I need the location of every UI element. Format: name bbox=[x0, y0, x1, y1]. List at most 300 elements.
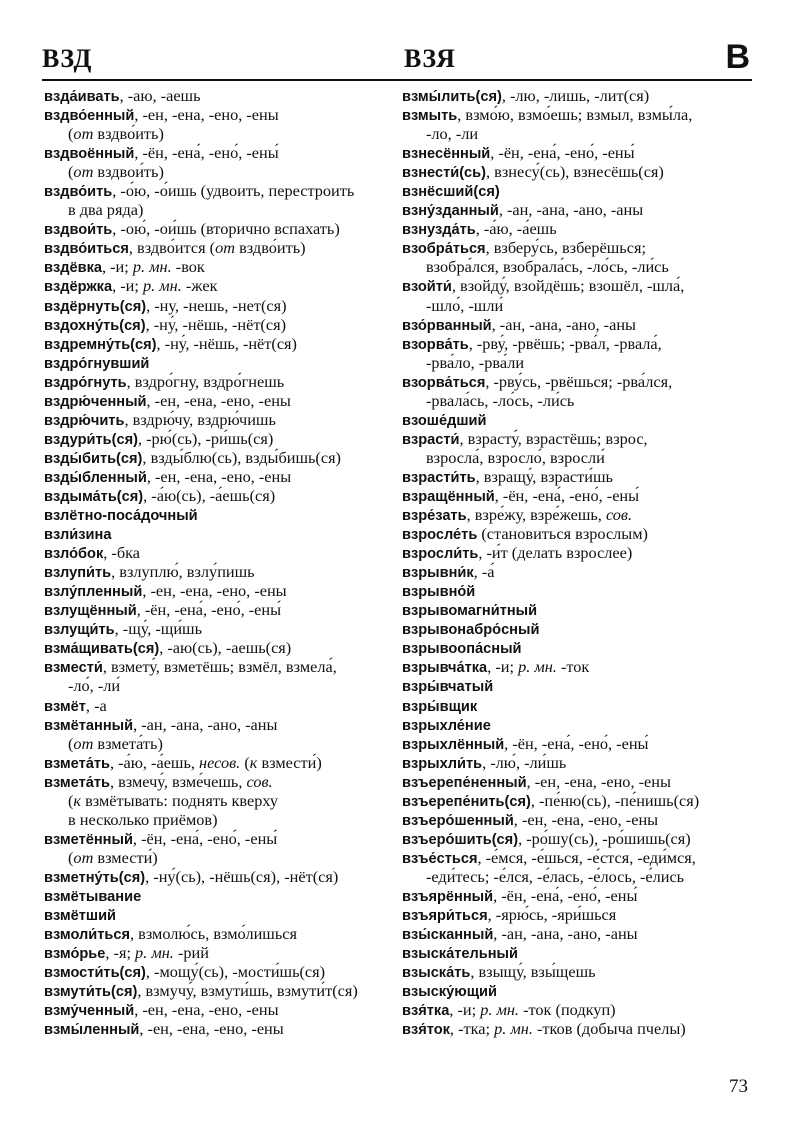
entry-text: , вздро́гну, вздро́гнешь bbox=[126, 371, 285, 391]
right-guide-word: ВЗЯ bbox=[404, 44, 456, 73]
dictionary-line bbox=[44, 924, 394, 943]
headword: взращённый bbox=[402, 488, 495, 505]
entry-text: , -а́ bbox=[473, 562, 495, 582]
entry-text: , -ярю́сь, -яри́шься bbox=[487, 905, 617, 925]
entry-text: -ток (подкуп) bbox=[519, 1000, 616, 1020]
dictionary-line bbox=[402, 410, 758, 429]
dictionary-line bbox=[402, 296, 758, 315]
dictionary-line bbox=[402, 105, 758, 124]
headword: вздро́гнувший bbox=[44, 355, 150, 372]
headword: взмо́рье bbox=[44, 946, 106, 963]
entry-text: , -а́ю(сь), -а́ешь(ся) bbox=[143, 485, 276, 505]
headword: взлу́пленный bbox=[44, 584, 143, 601]
entry-text: , взмучу́, взмути́шь, взмути́т(ся) bbox=[137, 981, 358, 1001]
grammar-note: р. мн. bbox=[480, 1000, 520, 1020]
headword: взму́ченный bbox=[44, 1003, 135, 1020]
headword: взмости́ть(ся) bbox=[44, 965, 146, 982]
headword: вздёрнуть(ся) bbox=[44, 298, 147, 315]
headword: вздво́енный bbox=[44, 108, 135, 125]
dictionary-line bbox=[402, 372, 758, 391]
headword: взмы́лить(ся) bbox=[402, 89, 502, 105]
entry-text: , -ен, -ена, -ено, -ены bbox=[526, 771, 671, 791]
dictionary-line bbox=[402, 753, 758, 772]
headword: взрасти́ть bbox=[402, 469, 476, 486]
headword: взну́зданный bbox=[402, 203, 499, 220]
entry-text: , взмечу́, взме́чешь, bbox=[109, 771, 247, 791]
entry-text: вздво́ить) bbox=[93, 124, 164, 144]
entry-text: , -рву́сь, -рвёшься; -рва́лся, bbox=[485, 371, 673, 391]
dictionary-line bbox=[44, 715, 394, 734]
dictionary-line bbox=[402, 257, 758, 276]
dictionary-line bbox=[402, 1000, 758, 1019]
entry-text: -шло́, -шли́ bbox=[426, 295, 504, 315]
dictionary-line bbox=[402, 448, 758, 467]
entry-text: взмести́) bbox=[257, 752, 322, 772]
headword: взъерепе́ненный bbox=[402, 774, 527, 791]
dictionary-line bbox=[44, 86, 394, 105]
headword: взметну́ть(ся) bbox=[44, 869, 146, 886]
grammar-note: несов. bbox=[199, 752, 241, 772]
headword: взнузда́ть bbox=[402, 222, 476, 239]
headword: взъеро́шенный bbox=[402, 812, 514, 829]
dictionary-line bbox=[402, 581, 758, 600]
entry-text: , -ою́, -ои́шь (вторично вспахать) bbox=[112, 219, 340, 239]
entry-text: -тков (добыча пчелы) bbox=[532, 1019, 686, 1039]
headword: вздёржка bbox=[44, 279, 113, 296]
left-guide-word: ВЗД bbox=[42, 44, 93, 73]
headword: взрыхле́ние bbox=[402, 717, 491, 734]
dictionary-line bbox=[44, 219, 394, 238]
entry-text: , -ну, -нешь, -нет(ся) bbox=[146, 295, 287, 315]
dictionary-line bbox=[44, 543, 394, 562]
dictionary-line bbox=[402, 86, 758, 105]
entry-text: -жек bbox=[181, 276, 218, 296]
dictionary-line bbox=[44, 486, 394, 505]
dictionary-line bbox=[402, 600, 758, 619]
entry-text: , -о́ю, -о́ишь (удвоить, перестроить bbox=[112, 181, 355, 201]
headword: взмути́ть(ся) bbox=[44, 984, 138, 1001]
headword: вздохну́ть(ся) bbox=[44, 317, 146, 334]
entry-text: , -и; bbox=[449, 1000, 481, 1020]
dictionary-line bbox=[44, 886, 394, 905]
entry-text: , -ан, -ана, -ано, -аны bbox=[498, 200, 644, 220]
headword: вздро́гнуть bbox=[44, 374, 127, 391]
grammar-note: р. мн. bbox=[518, 657, 557, 677]
entry-text: , -ан, -ана, -ано, -аны bbox=[133, 714, 278, 734]
headword: вздрю́чить bbox=[44, 412, 125, 429]
entry-text: , -я; bbox=[105, 943, 136, 963]
dictionary-line bbox=[44, 943, 394, 962]
dictionary-line bbox=[402, 943, 758, 962]
headword: взмёт bbox=[44, 698, 86, 715]
dictionary-line bbox=[402, 829, 758, 848]
headword: взрывоопа́сный bbox=[402, 641, 522, 658]
entry-text: , -и; bbox=[112, 276, 143, 296]
headword: взре́зать bbox=[402, 508, 467, 525]
dictionary-line bbox=[402, 467, 758, 486]
dictionary-line bbox=[402, 734, 758, 753]
dictionary-line bbox=[402, 715, 758, 734]
dictionary-line bbox=[44, 962, 394, 981]
entry-text: , взды́блю(сь), взды́бишь(ся) bbox=[142, 447, 341, 467]
dictionary-line bbox=[44, 657, 394, 676]
headword: взлётно-поса́дочный bbox=[44, 508, 198, 525]
dictionary-line bbox=[402, 638, 758, 657]
headword: взрывомагни́тный bbox=[402, 603, 538, 620]
entry-text: , -ён, -ена́, -ено́, -ены́ bbox=[504, 733, 649, 753]
dictionary-line bbox=[402, 486, 758, 505]
entry-text: , -бка bbox=[103, 543, 141, 563]
entry-text: , -ён, -ена́, -ено́, -ены́ bbox=[136, 600, 282, 620]
entry-text: вздвои́ть) bbox=[93, 162, 164, 182]
entry-text: -вок bbox=[171, 257, 205, 277]
dictionary-line bbox=[44, 372, 394, 391]
headword: вздвои́ть bbox=[44, 222, 113, 239]
headword: взрывонабро́сный bbox=[402, 622, 540, 639]
dictionary-line bbox=[402, 124, 758, 143]
headword: взорва́ть bbox=[402, 336, 469, 353]
entry-text: , -ен, -ена, -ено, -ены bbox=[513, 809, 659, 829]
headword: взмётший bbox=[44, 908, 117, 925]
dictionary-line bbox=[402, 791, 758, 810]
dictionary-line bbox=[44, 143, 394, 162]
entry-text: взобра́лся, взобрала́сь, -ло́сь, -ли́сь bbox=[426, 257, 669, 277]
headword: взрывча́тка bbox=[402, 660, 488, 677]
entry-text: , -ен, -ена, -ено, -ены bbox=[146, 466, 292, 486]
headword: взойти́ bbox=[402, 279, 452, 296]
headword: взмета́ть bbox=[44, 755, 110, 772]
dictionary-line bbox=[402, 181, 758, 200]
headword: взмета́ть bbox=[44, 774, 110, 791]
dictionary-line bbox=[44, 981, 394, 1000]
headword: взрыхлённый bbox=[402, 736, 505, 753]
dictionary-line bbox=[402, 1019, 758, 1038]
entry-text: , -ен, -ена, -ено, -ены bbox=[134, 1000, 279, 1020]
entry-text: , -и́т (делать взрослее) bbox=[478, 543, 633, 563]
headword: взя́тка bbox=[402, 1003, 450, 1020]
entry-text: , взлуплю́, взлу́пишь bbox=[111, 562, 255, 582]
entry-text: вздво́ить) bbox=[235, 238, 306, 258]
headword: вздво́ить bbox=[44, 184, 113, 201]
headword: вздури́ть(ся) bbox=[44, 431, 138, 448]
entry-text: ( bbox=[68, 733, 74, 753]
headword: вздёвка bbox=[44, 260, 102, 277]
dictionary-line bbox=[44, 276, 394, 295]
dictionary-line bbox=[402, 219, 758, 238]
dictionary-line bbox=[44, 1019, 394, 1038]
entry-text: в два ряда) bbox=[68, 200, 144, 220]
dictionary-line bbox=[44, 753, 394, 772]
entry-text: взмести́) bbox=[93, 847, 158, 867]
entry-text: , -е́мся, -е́шься, -е́стся, -еди́мся, bbox=[477, 847, 696, 867]
grammar-note: от bbox=[73, 162, 94, 182]
entry-text: ( bbox=[68, 847, 74, 867]
grammar-note: р. мн. bbox=[142, 276, 182, 296]
entry-text: , -ён, -ена́, -ено́, -ены́ bbox=[494, 485, 640, 505]
entry-text: ( bbox=[68, 162, 74, 182]
grammar-note: р. мн. bbox=[135, 943, 174, 963]
dictionary-line bbox=[44, 296, 394, 315]
dictionary-line bbox=[402, 334, 758, 353]
entry-text: , взнесу́(сь), взнесёшь(ся) bbox=[486, 162, 664, 182]
entry-text: ( bbox=[68, 790, 74, 810]
headword: взды́бить(ся) bbox=[44, 450, 143, 467]
dictionary-line bbox=[44, 1000, 394, 1019]
dictionary-line bbox=[402, 276, 758, 295]
headword: взда́ивать bbox=[44, 89, 120, 105]
dictionary-line bbox=[402, 810, 758, 829]
entry-text: , -ен, -ена, -ено, -ены bbox=[146, 390, 291, 410]
entry-text: ( bbox=[240, 752, 250, 772]
dictionary-line bbox=[44, 334, 394, 353]
grammar-note: сов. bbox=[605, 505, 633, 525]
headword: взросли́ть bbox=[402, 546, 479, 563]
entry-text: , -аю, -аешь bbox=[119, 86, 201, 105]
entry-text: -еди́тесь; -е́лся, -е́лась, -е́лось, -е́лись bbox=[426, 866, 685, 886]
dictionary-line bbox=[402, 905, 758, 924]
dictionary-line bbox=[44, 162, 394, 181]
headword: вздвоённый bbox=[44, 146, 135, 163]
entry-text: , -аю(сь), -аешь(ся) bbox=[159, 638, 292, 658]
entry-text: , -пе́ню(сь), -пе́нишь(ся) bbox=[530, 790, 700, 810]
dictionary-line bbox=[44, 905, 394, 924]
dictionary-line bbox=[44, 467, 394, 486]
headword: взло́бок bbox=[44, 546, 104, 563]
entry-text: , взмету́, взметёшь; взмёл, взмела́, bbox=[102, 657, 337, 677]
entry-text: , -ён, -ена́, -ено́, -ены́ bbox=[490, 143, 635, 163]
dictionary-line bbox=[44, 791, 394, 810]
entry-text: -ло, -ли bbox=[426, 124, 479, 144]
dictionary-line bbox=[402, 676, 758, 695]
headword: взыска́тельный bbox=[402, 946, 518, 963]
entry-text: , -ен, -ена, -ено, -ены bbox=[142, 581, 287, 601]
headword: взли́зина bbox=[44, 527, 112, 544]
dictionary-line bbox=[402, 562, 758, 581]
entry-text: , -ен, -ена, -ено, -ены bbox=[134, 105, 279, 125]
entry-text: -рий bbox=[173, 943, 209, 963]
entry-text: , взре́жу, взре́жешь, bbox=[466, 505, 606, 525]
entry-text: , взыщу́, взы́щешь bbox=[470, 962, 596, 982]
dictionary-line bbox=[402, 315, 758, 334]
entry-text: , -тка; bbox=[449, 1019, 495, 1039]
headword: взъерепе́нить(ся) bbox=[402, 793, 531, 810]
dictionary-line bbox=[402, 505, 758, 524]
dictionary-line bbox=[44, 391, 394, 410]
dictionary-line bbox=[402, 772, 758, 791]
dictionary-line bbox=[402, 200, 758, 219]
headword: взыску́ющий bbox=[402, 984, 497, 1001]
section-letter: В bbox=[725, 38, 750, 76]
dictionary-line bbox=[402, 848, 758, 867]
entry-text: , взойду́, взойдёшь; взошёл, -шла́, bbox=[451, 276, 685, 296]
entry-text: , -рю́(сь), -ри́шь(ся) bbox=[137, 428, 274, 448]
headword: взры́вщик bbox=[402, 698, 478, 715]
entry-text: , -лю́, -ли́шь bbox=[482, 752, 567, 772]
dictionary-line bbox=[44, 676, 394, 695]
entry-text: -рвала́сь, -ло́сь, -ли́сь bbox=[426, 390, 575, 410]
dictionary-line bbox=[44, 353, 394, 372]
entry-text: , -ён, -ена́, -ено́, -ены́ bbox=[132, 828, 278, 848]
dictionary-line bbox=[402, 981, 758, 1000]
headword: взы́сканный bbox=[402, 927, 494, 944]
headword: взросле́ть bbox=[402, 527, 478, 544]
dictionary-line bbox=[402, 162, 758, 181]
headword: взрывни́к bbox=[402, 565, 474, 582]
dictionary-line bbox=[402, 696, 758, 715]
entry-text: , -и; bbox=[487, 657, 519, 677]
headword: взъярённый bbox=[402, 888, 494, 905]
dictionary-line bbox=[402, 353, 758, 372]
headword: взмётанный bbox=[44, 717, 134, 734]
headword: взобра́ться bbox=[402, 241, 486, 258]
grammar-note: р. мн. bbox=[132, 257, 172, 277]
header-rule bbox=[42, 79, 752, 81]
dictionary-line bbox=[44, 696, 394, 715]
left-column bbox=[44, 86, 394, 1038]
headword: взнесённый bbox=[402, 146, 491, 163]
entry-text: , -ну́, -нёшь, -нёт(ся) bbox=[145, 314, 286, 334]
entry-text: , -ну́, -нёшь, -нёт(ся) bbox=[156, 333, 297, 353]
entry-text: , -лю, -лишь, -лит(ся) bbox=[501, 86, 650, 105]
entry-text: , -а́ю, -а́ешь bbox=[475, 219, 557, 239]
headword: взма́щивать(ся) bbox=[44, 641, 160, 658]
headword: вздво́иться bbox=[44, 241, 129, 258]
dictionary-line bbox=[44, 562, 394, 581]
headword: взъяри́ться bbox=[402, 908, 488, 925]
entry-text: , -ен, -ена, -ено, -ены bbox=[139, 1019, 284, 1039]
headword: взмы́ленный bbox=[44, 1022, 140, 1039]
headword: взнёсший(ся) bbox=[402, 184, 500, 201]
headword: взъе́сться bbox=[402, 850, 478, 867]
headword: вздремну́ть(ся) bbox=[44, 336, 157, 353]
headword: вздрю́ченный bbox=[44, 393, 147, 410]
dictionary-line bbox=[44, 105, 394, 124]
entry-text: (становиться взрослым) bbox=[477, 524, 648, 544]
entry-text: , взмолю́сь, взмо́лишься bbox=[130, 924, 297, 944]
entry-text: , -мощу́(сь), -мости́шь(ся) bbox=[145, 962, 326, 982]
grammar-note: р. мн. bbox=[494, 1019, 533, 1039]
entry-text: , -рву́, -рвёшь; -рва́л, -рвала́, bbox=[468, 333, 662, 353]
entry-text: взмета́ть) bbox=[93, 733, 163, 753]
grammar-note: от bbox=[73, 124, 94, 144]
dictionary-line bbox=[44, 181, 394, 200]
dictionary-line bbox=[44, 581, 394, 600]
grammar-note: сов. bbox=[246, 771, 273, 791]
headword: взъеро́шить(ся) bbox=[402, 831, 519, 848]
headword: взрывно́й bbox=[402, 584, 476, 601]
headword: взры́вчатый bbox=[402, 679, 494, 696]
entry-text: , -ан, -ана, -ано, -аны bbox=[493, 924, 638, 944]
entry-text: , -ан, -ана, -ано, -аны bbox=[491, 314, 636, 334]
dictionary-line bbox=[44, 124, 394, 143]
dictionary-line bbox=[402, 962, 758, 981]
entry-text: взросла́, взросло́, взросли́ bbox=[426, 447, 605, 467]
entry-text: -рва́ло, -рва́ли bbox=[426, 352, 525, 372]
dictionary-line bbox=[44, 429, 394, 448]
entry-text: , -ён, -ена́, -ено́, -ены́ bbox=[134, 143, 279, 163]
headword: взмести́ bbox=[44, 660, 103, 677]
entry-text: , взмо́ю, взмо́ешь; взмыл, взмы́ла, bbox=[457, 105, 693, 125]
entry-text: , вздрю́чу, вздрю́чишь bbox=[124, 409, 276, 429]
dictionary-line bbox=[44, 257, 394, 276]
dictionary-line bbox=[44, 867, 394, 886]
dictionary-line bbox=[402, 543, 758, 562]
dictionary-line bbox=[44, 600, 394, 619]
headword: взрыхли́ть bbox=[402, 755, 483, 772]
headword: взо́рванный bbox=[402, 317, 492, 334]
dictionary-line bbox=[402, 886, 758, 905]
entry-text: -ток bbox=[556, 657, 590, 677]
dictionary-line bbox=[44, 505, 394, 524]
entry-text: , -и; bbox=[102, 257, 133, 277]
headword: взыска́ть bbox=[402, 965, 471, 982]
right-column bbox=[402, 86, 758, 1038]
page-number: 73 bbox=[729, 1076, 748, 1097]
dictionary-line bbox=[402, 924, 758, 943]
dictionary-line bbox=[44, 200, 394, 219]
grammar-note: к bbox=[249, 752, 258, 772]
headword: взнести́(сь) bbox=[402, 165, 487, 182]
dictionary-line bbox=[44, 315, 394, 334]
page-header bbox=[42, 38, 752, 78]
dictionary-line bbox=[44, 238, 394, 257]
entry-text: , взрасту́, взрастёшь; взрос, bbox=[459, 428, 648, 448]
headword: взлущи́ть bbox=[44, 622, 115, 639]
entry-text: , -ён, -ена́, -ено́, -ены́ bbox=[493, 885, 638, 905]
entry-text: , вздво́ится ( bbox=[128, 238, 216, 258]
dictionary-line bbox=[402, 391, 758, 410]
headword: взмоли́ться bbox=[44, 927, 131, 944]
entry-text: , -щу́, -щи́шь bbox=[114, 619, 203, 639]
dictionary-line bbox=[44, 848, 394, 867]
headword: взмыть bbox=[402, 108, 458, 125]
headword: вздыма́ть(ся) bbox=[44, 488, 144, 505]
grammar-note: к bbox=[73, 790, 82, 810]
headword: взметённый bbox=[44, 831, 133, 848]
headword: взрасти́ bbox=[402, 431, 460, 448]
dictionary-line bbox=[44, 734, 394, 753]
headword: взоше́дший bbox=[402, 412, 487, 429]
dictionary-line bbox=[402, 429, 758, 448]
headword: взлущённый bbox=[44, 603, 137, 620]
entry-text: , -а bbox=[85, 695, 107, 715]
dictionary-line bbox=[44, 772, 394, 791]
grammar-note: от bbox=[73, 847, 94, 867]
dictionary-line bbox=[44, 524, 394, 543]
entry-text: ( bbox=[68, 124, 74, 144]
entry-text: -ло́, -ли́ bbox=[68, 676, 121, 696]
entry-text: , взберу́сь, взберёшься; bbox=[485, 238, 646, 258]
entry-text: взмётывать: поднять кверху bbox=[81, 790, 279, 810]
entry-text: , -ну́(сь), -нёшь(ся), -нёт(ся) bbox=[145, 866, 339, 886]
dictionary-line bbox=[402, 238, 758, 257]
headword: взя́ток bbox=[402, 1022, 450, 1039]
entry-text: , взращу́, взрасти́шь bbox=[475, 466, 613, 486]
dictionary-line bbox=[44, 829, 394, 848]
headword: взлупи́ть bbox=[44, 565, 112, 582]
dictionary-line bbox=[402, 657, 758, 676]
dictionary-line bbox=[44, 448, 394, 467]
dictionary-line bbox=[402, 619, 758, 638]
headword: взды́бленный bbox=[44, 469, 147, 486]
headword: взорва́ться bbox=[402, 374, 486, 391]
dictionary-line bbox=[44, 810, 394, 829]
dictionary-line bbox=[44, 638, 394, 657]
dictionary-line bbox=[44, 410, 394, 429]
dictionary-line bbox=[44, 619, 394, 638]
grammar-note: от bbox=[73, 733, 94, 753]
headword: взмётывание bbox=[44, 888, 142, 905]
